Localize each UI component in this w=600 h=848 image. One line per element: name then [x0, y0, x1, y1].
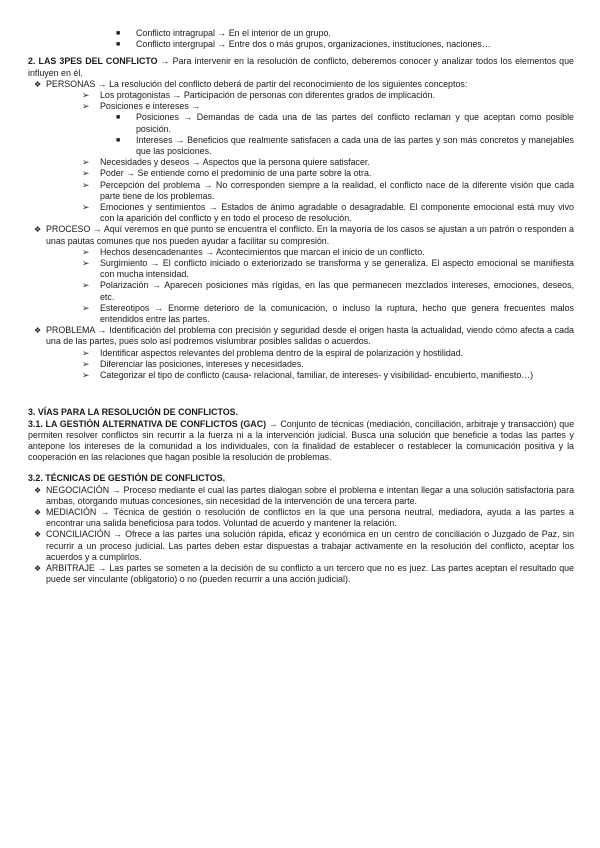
- diamond-bullet-icon: ❖: [34, 79, 42, 89]
- list-item-text: Conflicto intergrupal → Entre dos o más grupos, organizaciones, instituciones, naciones…: [136, 39, 491, 50]
- list-item: [116, 39, 574, 50]
- section-3-1-text: Conjunto de técnicas (mediación, conciliación, arbitraje y transacción) que permiten resolver conflictos sin recurrir a la fuerza ni a la intervención judicial. Busca una solución que beneficie a todas las partes y antepone los intereses de la comunidad a los individuales, con la finalidad de establecer o restablecer la comunicación positiva y la cooperación en las relaciones que hagan posible la resolución de problemas.: [28, 418, 575, 463]
- arrow-bullet-icon: ➢: [82, 302, 90, 313]
- arrow-bullet-icon: ➢: [82, 157, 90, 168]
- list-item: [116, 28, 574, 39]
- arrow-bullet-icon: ➢: [82, 168, 90, 179]
- list-item: ➢ Percepción del problema → No corresponden siempre a la realidad, el conflicto nace de la diferente visión que cada parte tiene de los problemas.: [82, 179, 574, 201]
- section-3-1-heading: 3.1. LA GESTIÓN ALTERNATIVA DE CONFLICTOS (GAC) →: [28, 418, 278, 429]
- list-item: ➢ Necesidades y deseos → Aspectos que la persona quiere satisfacer.: [82, 157, 370, 168]
- arrow-bullet-icon: ➢: [82, 202, 90, 213]
- list-item: ➢ Los protagonistas → Participación de personas con diferentes grados de implicación.: [82, 90, 435, 101]
- list-item: ➢ Identificar aspectos relevantes del problema dentro de la espiral de polarización y hostilidad.: [82, 347, 464, 358]
- section-3-1-paragraph: [28, 419, 574, 464]
- arrow-bullet-icon: ➢: [82, 90, 90, 101]
- arrow-bullet-icon: ➢: [82, 258, 90, 269]
- list-item: ■ Intereses → Beneficios que realmente satisfacen a cada una de las partes y son más concretos y manejables que las posiciones.: [116, 134, 574, 157]
- section-3-2-heading: 3.2. TÉCNICAS DE GESTIÓN DE CONFLICTOS.: [28, 473, 226, 484]
- list-item: ■ Posiciones → Demandas de cada una de las partes del conflicto reclaman y que aceptan como posible posición.: [116, 112, 574, 134]
- list-item: ➢ Emociones y sentimientos → Estados de ánimo agradable o desagradable. El componente emocional está muy vivo con la aparición del conflicto y en todo el proceso de resolución.: [82, 202, 574, 224]
- arrow-bullet-icon: ➢: [82, 347, 90, 358]
- list-item: ➢ Surgimiento → El conflicto iniciado o exteriorizado se transforma y se generaliza. El aspecto emocional se manifiesta con mucha intensidad.: [82, 258, 574, 280]
- list-item-text: Conflicto intragrupal → En el interior de un grupo.: [136, 28, 331, 38]
- list-item-negociacion: ❖ NEGOCIACIÓN → Proceso mediante el cual las partes dialogan sobre el problema e intentan llegar a una solución satisfactoria para ambas, otorgando mutuas concesiones, sin necesidad de la intervención de una tercera parte.: [34, 484, 574, 506]
- arrow-bullet-icon: ➢: [82, 370, 90, 381]
- square-bullet-icon: ■: [116, 114, 121, 122]
- list-item-proceso: ❖ PROCESO → Aquí veremos en qué punto se encuentra el conflicto. En la mayoría de los casos se ajustan a un patrón o responden a unas pautas comunes que nos pueden ayudar a facilitar su compresión.: [34, 224, 574, 246]
- diamond-bullet-icon: ❖: [34, 485, 42, 495]
- diamond-bullet-icon: ❖: [34, 530, 42, 540]
- list-item-conciliacion: ❖ CONCILIACIÓN → Ofrece a las partes una solución rápida, eficaz y económica en un centro de conciliación o Juzgado de Paz, sin recurrir a un proceso judicial. Las partes deben estar dispuestas a trabajar activamente en la resolución del conflicto, aceptar los acuerdos y a cumplirlos.: [34, 529, 574, 562]
- arrow-bullet-icon: ➢: [82, 179, 90, 190]
- section-2-intro: Para intervenir en la resolución de conflicto, deberemos conocer y analizar todos los elementos que influyen en él.: [28, 56, 574, 78]
- arrow-bullet-icon: ➢: [82, 358, 90, 369]
- section-2-paragraph: [28, 56, 574, 78]
- arrow-bullet-icon: ➢: [82, 246, 90, 257]
- arrow-bullet-icon: ➢: [82, 101, 90, 112]
- list-item: ➢ Estereotipos → Enorme deterioro de la comunicación, o incluso la ruptura, hecho que genera frecuentes malos entendidos entre las partes.: [82, 302, 574, 325]
- list-item: ➢ Categorizar el tipo de conflicto (causa- relacional, familiar, de intereses- y visibilidad- encubierto, manifiesto…): [82, 370, 534, 381]
- square-bullet-icon: ■: [116, 30, 121, 37]
- list-item: ➢ Poder → Se entiende como el predominio de una parte sobre la otra.: [82, 168, 372, 179]
- square-bullet-icon: ■: [116, 136, 121, 144]
- document-page: [28, 28, 574, 585]
- list-item: ➢ Posiciones e intereses →: [82, 101, 201, 112]
- diamond-bullet-icon: ❖: [34, 225, 42, 235]
- list-item: ➢ Hechos desencadenantes → Acontecimientos que marcan el inicio de un conflicto.: [82, 246, 425, 257]
- list-item-personas: ❖ PERSONAS → La resolución del conflicto deberá de partir del reconocimiento de los siguientes conceptos:: [34, 78, 468, 89]
- list-item: ➢ Diferenciar las posiciones, intereses y necesidades.: [82, 358, 304, 369]
- list-item: ➢ Polarización → Aparecen posiciones más rígidas, en las que permanecen mezclados intereses, emociones, deseos, etc.: [82, 280, 574, 302]
- square-bullet-icon: ■: [116, 41, 121, 49]
- section-3-heading: 3. VÍAS PARA LA RESOLUCIÓN DE CONFLICTOS.: [28, 407, 239, 418]
- diamond-bullet-icon: ❖: [34, 326, 42, 336]
- list-item-arbitraje: ❖ ARBITRAJE → Las partes se someten a la decisión de su conflicto a un tercero que no es juez. Las partes aceptan el resultado que puede ser vinculante (obligatorio) o no (pueden recurrir a una acción judicial).: [34, 562, 574, 585]
- diamond-bullet-icon: ❖: [34, 507, 42, 517]
- section-2-heading: 2. LAS 3PES DEL CONFLICTO →: [28, 56, 170, 67]
- list-item-mediacion: ❖ MEDIACIÓN → Técnica de gestión o resolución de conflictos en la que una persona neutral, mediadora, ayuda a las partes a encontrar una salida beneficiosa para todos. Voluntad de acuerdo y mantener la relación.: [34, 506, 574, 529]
- arrow-bullet-icon: ➢: [82, 280, 90, 291]
- diamond-bullet-icon: ❖: [34, 563, 42, 573]
- list-item-problema: ❖ PROBLEMA → Identificación del problema con precisión y seguridad desde el origen hasta la actualidad, viendo cómo afecta a cada una de las partes, pues solo así podremos vislumbrar posibles salidas o acuerdos.: [34, 325, 574, 347]
